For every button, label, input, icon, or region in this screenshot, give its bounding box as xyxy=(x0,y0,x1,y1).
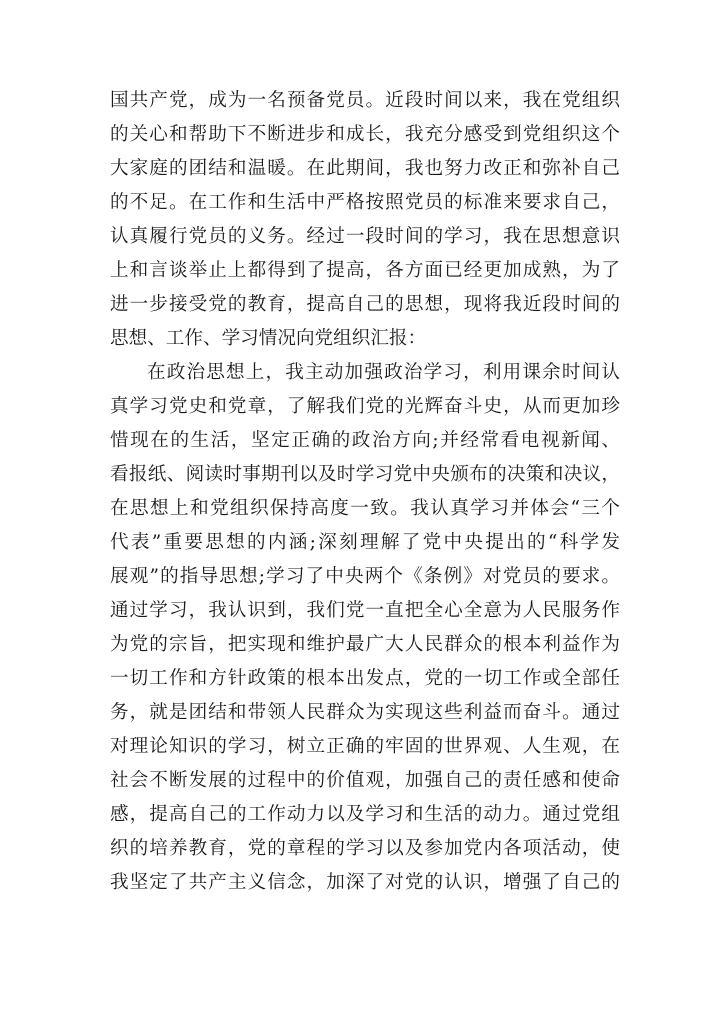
text-line-24: 我坚定了共产主义信念，加深了对党的认识，增强了自己的 xyxy=(110,872,620,893)
text-line-3: 大家庭的团结和温暖。在此期间，我也努力改正和弥补自己 xyxy=(110,158,620,179)
text-line-17: 为党的宗旨，把实现和维护最广大人民群众的根本利益作为 xyxy=(110,634,620,655)
text-line-6: 上和言谈举止上都得到了提高，各方面已经更加成熟，为了 xyxy=(110,260,620,281)
text-line-5: 认真履行党员的义务。经过一段时间的学习，我在思想意识 xyxy=(110,226,620,247)
text-line-22: 感，提高自己的工作动力以及学习和生活的动力。通过党组 xyxy=(110,804,620,825)
text-line-2: 的关心和帮助下不断进步和成长，我充分感受到党组织这个 xyxy=(110,124,620,145)
paragraph-start-line: 在政治思想上，我主动加强政治学习，利用课余时间认 xyxy=(147,362,620,383)
text-line-21: 社会不断发展的过程中的价值观，加强自己的责任感和使命 xyxy=(110,770,620,791)
text-line-4: 的不足。在工作和生活中严格按照党员的标准来要求自己， xyxy=(110,192,620,213)
body-text xyxy=(110,84,620,900)
text-line-10: 真学习党史和党章，了解我们党的光辉奋斗史，从而更加珍 xyxy=(110,396,620,417)
text-line-1: 国共产党，成为一名预备党员。近段时间以来，我在党组织 xyxy=(110,90,620,111)
text-line-20: 对理论知识的学习，树立正确的牢固的世界观、人生观，在 xyxy=(110,736,620,757)
text-line-19: 务，就是团结和带领人民群众为实现这些利益而奋斗。通过 xyxy=(110,702,620,723)
text-line-14: 代表”重要思想的内涵;深刻理解了党中央提出的“科学发 xyxy=(110,532,620,553)
text-line-13: 在思想上和党组织保持高度一致。我认真学习并体会“三个 xyxy=(110,498,620,519)
text-line-7: 进一步接受党的教育，提高自己的思想，现将我近段时间的 xyxy=(110,294,620,315)
text-line-18: 一切工作和方针政策的根本出发点，党的一切工作或全部任 xyxy=(110,668,620,689)
text-line-11: 惜现在的生活，坚定正确的政治方向;并经常看电视新闻、 xyxy=(110,430,620,451)
text-line-15: 展观”的指导思想;学习了中央两个《条例》对党员的要求。 xyxy=(110,566,620,587)
text-line-23: 织的培养教育，党的章程的学习以及参加党内各项活动，使 xyxy=(110,838,620,859)
text-line-12: 看报纸、阅读时事期刊以及时学习党中央颁布的决策和决议， xyxy=(110,464,620,485)
text-line-16: 通过学习，我认识到，我们党一直把全心全意为人民服务作 xyxy=(110,600,620,621)
text-line-8: 思想、工作、学习情况向党组织汇报： xyxy=(110,328,427,349)
